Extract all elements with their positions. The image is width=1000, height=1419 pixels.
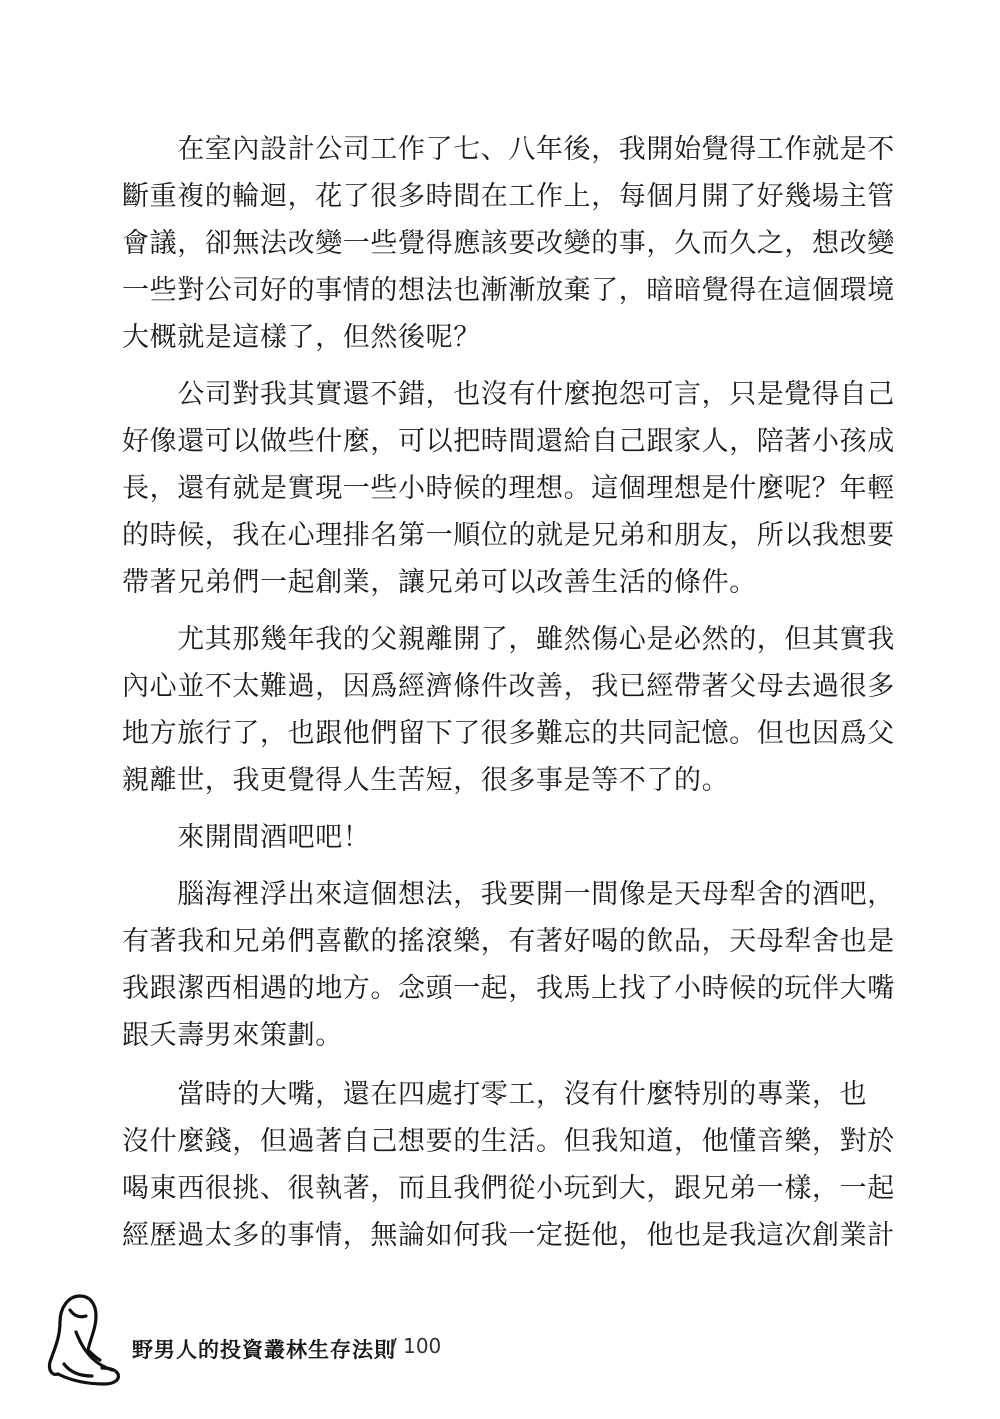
page-number: / 100 — [390, 1334, 442, 1358]
text-line: 當時的大嘴，還在四處打零工，沒有什麼特別的專業，也 — [122, 1079, 868, 1110]
paragraph-4 — [122, 814, 867, 861]
text-line: 沒什麼錢，但過著自己想要的生活。但我知道，他懂音樂，對於 — [122, 1126, 895, 1157]
text-line: 斷重複的輪迴，花了很多時間在工作上，每個月開了好幾場主管 — [122, 181, 895, 212]
text-line: 公司對我其實還不錯，也沒有什麼抱怨可言，只是覺得自己 — [122, 379, 895, 410]
page-footer — [40, 1288, 460, 1393]
text-line: 大概就是這樣了，但然後呢？ — [122, 322, 481, 353]
text-line: 的時候，我在心理排名第一順位的就是兄弟和朋友，所以我想要 — [122, 520, 895, 551]
text-line: 經歷過太多的事情，無論如何我一定挺他，他也是我這次創業計 — [122, 1220, 895, 1251]
text-line: 尤其那幾年我的父親離開了，雖然傷心是必然的，但其實我 — [122, 624, 895, 655]
text-line: 跟夭壽男來策劃。 — [122, 1020, 343, 1051]
paragraph-1 — [122, 126, 895, 361]
text-line: 會議，卻無法改變一些覺得應該要改變的事，久而久之，想改變 — [122, 228, 895, 259]
text-line: 親離世，我更覺得人生苦短，很多事是等不了的。 — [122, 765, 730, 796]
paragraph-2 — [122, 371, 895, 606]
body-text — [122, 126, 895, 1259]
paragraph-5 — [122, 871, 895, 1059]
seated-figure-icon — [40, 1288, 130, 1393]
text-line: 長，還有就是實現一些小時候的理想。這個理想是什麼呢？年輕 — [122, 473, 895, 504]
paragraph-3 — [122, 616, 895, 804]
text-line: 內心並不太難過，因爲經濟條件改善，我已經帶著父母去過很多 — [122, 671, 895, 702]
text-line: 帶著兄弟們一起創業，讓兄弟可以改善生活的條件。 — [122, 567, 757, 598]
text-line: 好像還可以做些什麼，可以把時間還給自己跟家人，陪著小孩成 — [122, 426, 895, 457]
book-title: 野男人的投資叢林生存法則 — [132, 1338, 396, 1362]
text-line: 有著我和兄弟們喜歡的搖滾樂，有著好喝的飲品，天母犁舍也是 — [122, 926, 895, 957]
text-line: 來開間酒吧吧！ — [122, 822, 371, 853]
text-line: 在室內設計公司工作了七、八年後，我開始覺得工作就是不 — [122, 134, 895, 165]
text-line: 一些對公司好的事情的想法也漸漸放棄了，暗暗覺得在這個環境 — [122, 275, 895, 306]
text-line: 地方旅行了，也跟他們留下了很多難忘的共同記憶。但也因爲父 — [122, 718, 895, 749]
text-line: 我跟潔西相遇的地方。念頭一起，我馬上找了小時候的玩伴大嘴 — [122, 973, 895, 1004]
text-line: 腦海裡浮出來這個想法，我要開一間像是天母犁舍的酒吧， — [122, 879, 895, 910]
text-line: 喝東西很挑、很執著，而且我們從小玩到大，跟兄弟一樣，一起 — [122, 1173, 895, 1204]
paragraph-6 — [122, 1071, 895, 1259]
